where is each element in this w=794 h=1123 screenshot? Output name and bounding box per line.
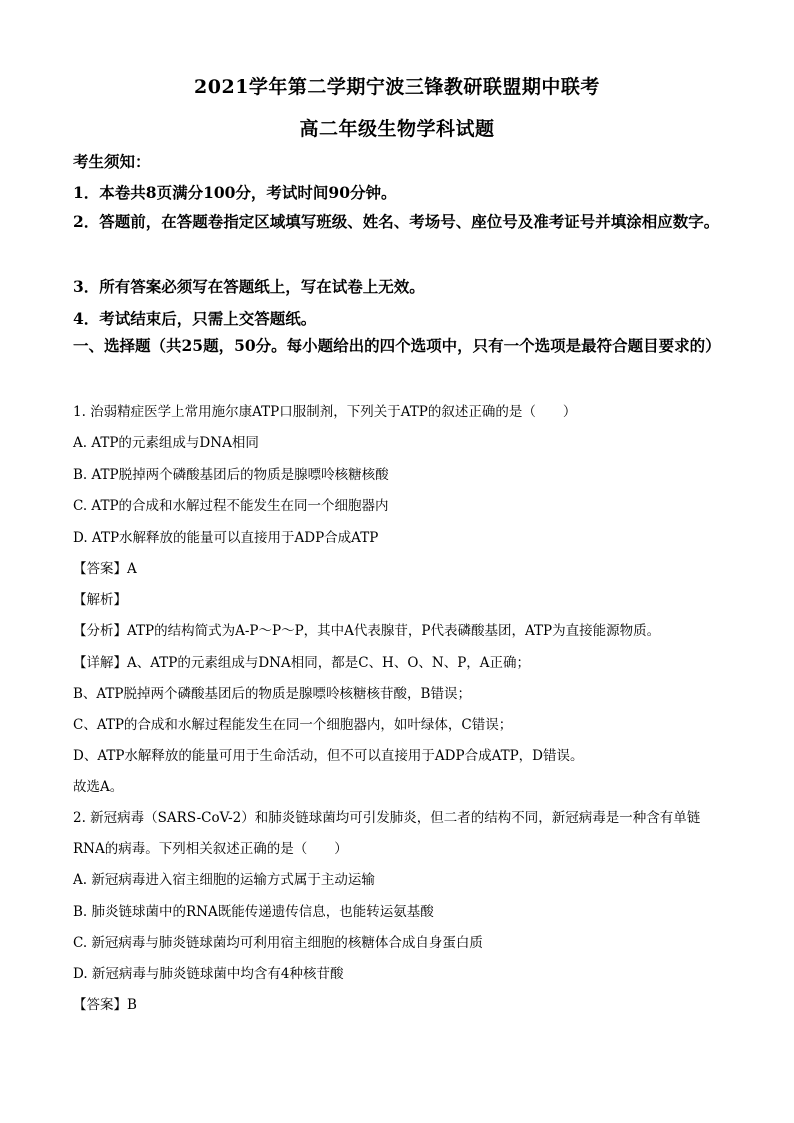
answer-label: 【答案】B [73,997,137,1013]
notice-item: 1．本卷共8页满分100分，考试时间90分钟。 [73,183,397,202]
notice-item: 3．所有答案必须写在答题纸上，写在试卷上无效。 [73,277,425,296]
option-d: D. 新冠病毒与肺炎链球菌中均含有4种核苷酸 [73,966,344,982]
detail-line: D、ATP水解释放的能量可用于生命活动，但不可以直接用于ADP合成ATP，D错误。 [73,748,584,764]
option-b: B. 肺炎链球菌中的RNA既能传递遗传信息，也能转运氨基酸 [73,904,434,920]
conclusion: 故选A。 [73,779,124,795]
analysis-text: 【分析】ATP的结构简式为A-P～P～P，其中A代表腺苷，P代表磷酸基团，ATP为直接能源物质。 [73,623,661,639]
option-b: B. ATP脱掉两个磷酸基团后的物质是腺嘌呤核糖核酸 [73,467,389,483]
notice-item: 2．答题前，在答题卷指定区域填写班级、姓名、考场号、座位号及准考证号并填涂相应数字。 [73,212,720,231]
option-d: D. ATP水解释放的能量可以直接用于ADP合成ATP [73,530,379,546]
option-c: C. 新冠病毒与肺炎链球菌均可利用宿主细胞的核糖体合成自身蛋白质 [73,935,483,951]
question-stem: 2. 新冠病毒（SARS-CoV-2）和肺炎链球菌均可引发肺炎，但二者的结构不同，新冠病毒是一种含有单链 [73,810,701,826]
option-c: C. ATP的合成和水解过程不能发生在同一个细胞器内 [73,498,389,514]
page-title: 2021学年第二学期宁波三锋教研联盟期中联考 [194,76,600,98]
question-stem: 1. 治弱精症医学上常用施尔康ATP口服制剂，下列关于ATP的叙述正确的是（ ） [73,404,577,420]
detail-line: 【详解】A、ATP的元素组成与DNA相同，都是C、H、O、N、P，A正确； [73,655,531,671]
section-heading: 一、选择题（共25题，50分。每小题给出的四个选项中，只有一个选项是最符合题目要求的） [73,336,721,355]
page-subtitle: 高二年级生物学科试题 [299,118,495,140]
notice-heading: 考生须知： [73,152,151,171]
detail-line: B、ATP脱掉两个磷酸基团后的物质是腺嘌呤核糖核苷酸，B错误； [73,686,471,702]
question-stem-cont: RNA的病毒。下列相关叙述正确的是（ ） [73,841,348,857]
option-a: A. 新冠病毒进入宿主细胞的运输方式属于主动运输 [73,872,375,888]
answer-label: 【答案】A [73,561,137,577]
option-a: A. ATP的元素组成与DNA相同 [73,435,259,451]
detail-line: C、ATP的合成和水解过程能发生在同一个细胞器内，如叶绿体，C错误； [73,717,513,733]
notice-item: 4．考试结束后，只需上交答题纸。 [73,309,317,328]
analysis-label: 【解析】 [73,592,127,608]
